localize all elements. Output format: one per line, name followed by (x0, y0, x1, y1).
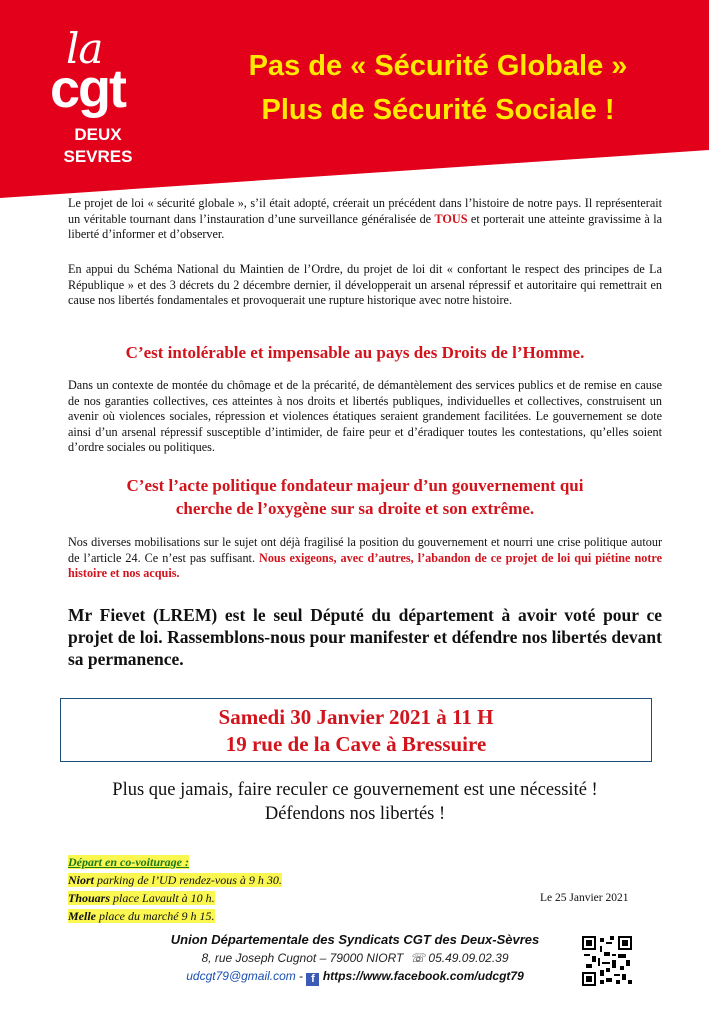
carpool-detail-3: place du marché 9 h 15. (96, 909, 215, 923)
paragraph-1-text-a: Le projet de loi « sécurité globale », s’il était adopté, créerait un précédent dans l’histoire de notre pays. Il représenterait un véritable tournant dans l’instauration d’une surveillance généralisée de (68, 196, 662, 226)
qr-code (582, 936, 632, 986)
footer-phone: 05.49.09.02.39 (428, 951, 509, 965)
carpool-city-3: Melle (68, 909, 96, 923)
carpool-heading: Départ en co-voiturage : (68, 855, 189, 869)
email-link[interactable]: udcgt79@gmail.com (186, 969, 296, 983)
cgt-logo (44, 8, 152, 180)
paragraph-4-text: Nos diverses mobilisations sur le sujet ont déjà fragilisé la position du gouvernement et nourri une crise politique autour de l’article 24. Ce n’est pas suffisant. (68, 535, 662, 565)
headline-intolerable: C’est intolérable et impensable au pays des Droits de l’Homme. (125, 343, 585, 362)
footer-union-name: Union Départementale des Syndicats CGT des Deux-Sèvres (170, 932, 540, 947)
document-date: Le 25 Janvier 2021 (540, 892, 629, 904)
page-title-line2: Plus de Sécurité Sociale ! (261, 94, 615, 126)
logo-region-1: DEUX (74, 125, 122, 144)
facebook-link[interactable]: https://www.facebook.com/udcgt79 (322, 969, 524, 983)
carpool-city-2: Thouars (68, 891, 111, 905)
logo-script: la (66, 24, 103, 73)
phone-icon: ☏ (410, 951, 426, 965)
paragraph-1 (68, 196, 662, 243)
headline-political-act-line2: cherche de l’oxygène sur sa droite et son extrême. (175, 499, 535, 518)
footer-street: 8, rue Joseph Cugnot – 79000 NIORT (201, 951, 404, 965)
slogan (40, 778, 670, 826)
headline-political-act-line1: C’est l’acte politique fondateur majeur d’un gouvernement qui (126, 476, 584, 495)
carpool-line-2 (68, 891, 215, 905)
paragraph-4-demand: Nous exigeons, avec d’autres, l’abandon de ce projet de loi qui piétine notre histoire et nos acquis. (68, 550, 662, 580)
footer-address (120, 951, 590, 965)
logo-region-2: SEVRES (63, 147, 133, 166)
carpool-city-1: Niort (68, 873, 95, 887)
paragraph-1-emphasis: TOUS (434, 211, 468, 226)
carpool-detail-1: parking de l’UD rendez-vous à 9 h 30. (94, 873, 282, 887)
headline-political-act (40, 474, 670, 520)
deputy-statement: Mr Fievet (LREM) est le seul Député du département à avoir voté pour ce projet de loi. Rassemblons-nous pour manifester et défendre nos libertés devant sa permanence. (68, 605, 662, 669)
carpool-detail-2: place Lavault à 10 h. (110, 891, 215, 905)
paragraph-2: En appui du Schéma National du Maintien de l’Ordre, du projet de loi dit « confortant le respect des principes de La République » et des 3 décrets du 2 décembre dernier, il développerait un arsenal répressif et autoritaire qui remettrait en cause nos libertés fondamentales et provoquerait une rupture historique avec notre histoire. (68, 262, 662, 307)
facebook-icon: f (306, 973, 319, 986)
event-box (60, 698, 652, 762)
carpool-info (68, 853, 368, 925)
logo-name: cgt (50, 59, 125, 119)
carpool-line-1 (68, 873, 282, 887)
page-title-line1: Pas de « Sécurité Globale » (248, 50, 628, 82)
footer-separator: - (295, 969, 307, 983)
event-place: 19 rue de la Cave à Bressuire (225, 732, 487, 756)
footer-contacts (120, 969, 590, 986)
slogan-line2: Défendons nos libertés ! (264, 804, 446, 824)
paragraph-1-text-b: et porterait une atteinte gravissime à la liberté d’informer et d’observer. (68, 211, 662, 241)
paragraph-3: Dans un contexte de montée du chômage et de la précarité, de démantèlement des services publics et de remise en cause de nos garanties collectives, ces atteintes à nos droits et libertés publiques, individuelles et collectives, construisent un avenir où violences sociales, répression et violences étatiques seraient grandement facilitées. Le gouvernement se dote ainsi d’un arsenal répressif susceptible d’intimider, de faire peur et d’éradiquer toutes les contestations, qu’elles soient d’ordre sociales ou politiques. (68, 378, 662, 454)
slogan-line1: Plus que jamais, faire reculer ce gouvernement est une nécessité ! (112, 780, 598, 800)
event-date: Samedi 30 Janvier 2021 à 11 H (218, 705, 494, 729)
carpool-line-3 (68, 909, 215, 923)
paragraph-4 (68, 535, 662, 582)
